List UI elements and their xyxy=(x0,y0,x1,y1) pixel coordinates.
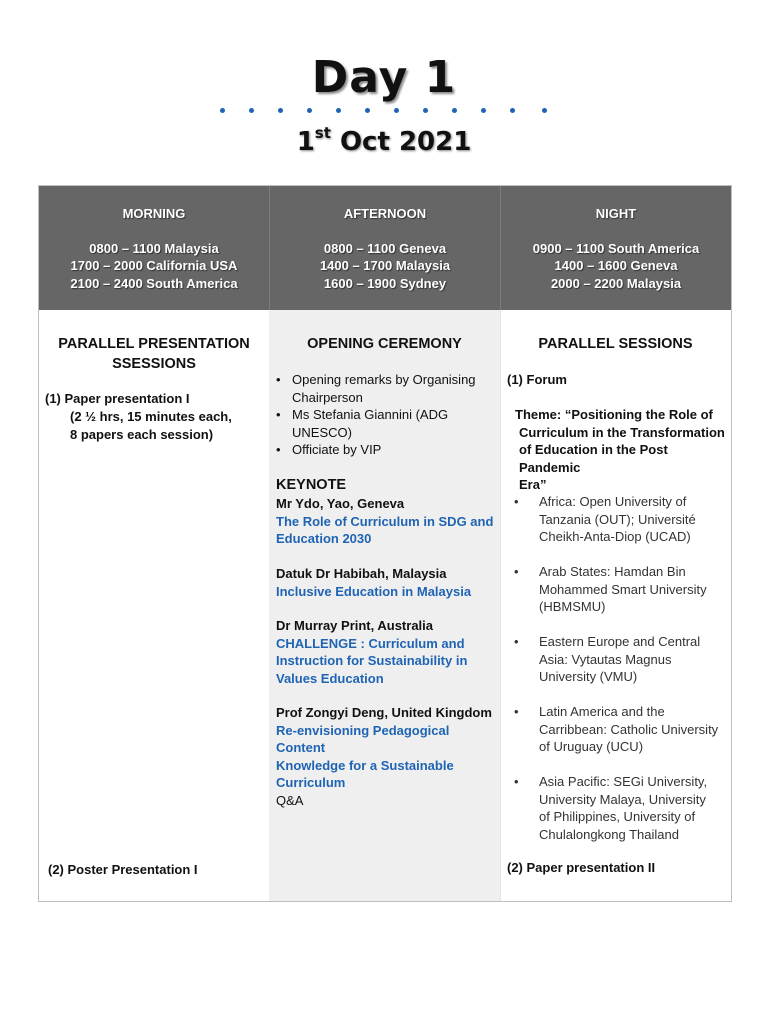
opening-ceremony-title: OPENING CEREMONY xyxy=(307,336,462,352)
keynote-label: KEYNOTE xyxy=(276,477,347,493)
night-column xyxy=(500,310,731,901)
region-item: • Eastern Europe and Central Asia: Vytautas Magnus University (VMU) xyxy=(514,634,701,684)
list-item: • Ms Stefania Giannini (ADG UNESCO) xyxy=(276,407,449,440)
region-item: • Africa: Open University of Tanzania (OUT); Université Cheikh-Anta-Diop (UCAD) xyxy=(514,494,696,544)
paper-presentation-heading: (1) Paper presentation I xyxy=(45,391,190,406)
region-item: • Latin America and the Carribbean: Catholic University of Uruguay (UCU) xyxy=(514,704,719,754)
keynote-3: Dr Murray Print, Australia CHALLENGE : Curriculum and Instruction for Sustainability in Values Education xyxy=(276,618,468,686)
afternoon-column xyxy=(269,310,500,901)
forum-heading: (1) Forum xyxy=(507,372,567,387)
ceremony-list xyxy=(276,371,496,459)
region-item: • Arab States: Hamdan Bin Mohammed Smart University (HBMSMU) xyxy=(514,564,707,614)
header-night: NIGHT 0900 – 1100 South America 1400 – 1600 Geneva 2000 – 2200 Malaysia xyxy=(532,206,700,291)
page-title: Day 1 xyxy=(311,52,457,103)
keynote-4: Prof Zongyi Deng, United Kingdom Re-envisioning Pedagogical Content Knowledge for a Sustainable Curriculum xyxy=(276,705,492,790)
header-morning: MORNING 0800 – 1100 Malaysia 1700 – 2000 California USA 2100 – 2400 South America xyxy=(70,206,238,291)
schedule-table xyxy=(38,185,732,902)
poster-presentation: (2) Poster Presentation I xyxy=(48,862,198,877)
keynote-1: Mr Ydo, Yao, Geneva The Role of Curriculum in SDG and Education 2030 xyxy=(276,496,494,546)
dotted-divider xyxy=(210,108,560,120)
paper-presentation-detail: (2 ½ hrs, 15 minutes each, 8 papers each session) xyxy=(70,409,232,442)
parallel-sessions-title: PARALLEL SESSIONS xyxy=(538,336,693,352)
header-afternoon: AFTERNOON 0800 – 1100 Geneva 1400 – 1700 Malaysia 1600 – 1900 Sydney xyxy=(319,206,451,291)
qa-label: Q&A xyxy=(276,793,304,808)
event-date: 1st Oct 2021 xyxy=(296,124,472,157)
keynote-2: Datuk Dr Habibah, Malaysia Inclusive Education in Malaysia xyxy=(276,566,472,599)
forum-theme: Theme: “Positioning the Role of Curriculum in the Transformation of Education in the Post Pandemic Era” xyxy=(515,407,725,492)
morning-column xyxy=(39,310,269,901)
paper-presentation-2: (2) Paper presentation II xyxy=(507,860,656,875)
list-item: • Officiate by VIP xyxy=(276,442,382,457)
region-item: • Asia Pacific: SEGi University, University Malaya, University of Philippines, University of Chulalongkong Thailand xyxy=(514,774,708,842)
table-header xyxy=(39,186,731,310)
morning-section-title: PARALLEL PRESENTATION SSESSIONS xyxy=(58,336,250,372)
list-item: • Opening remarks by Organising Chairperson xyxy=(276,372,476,405)
